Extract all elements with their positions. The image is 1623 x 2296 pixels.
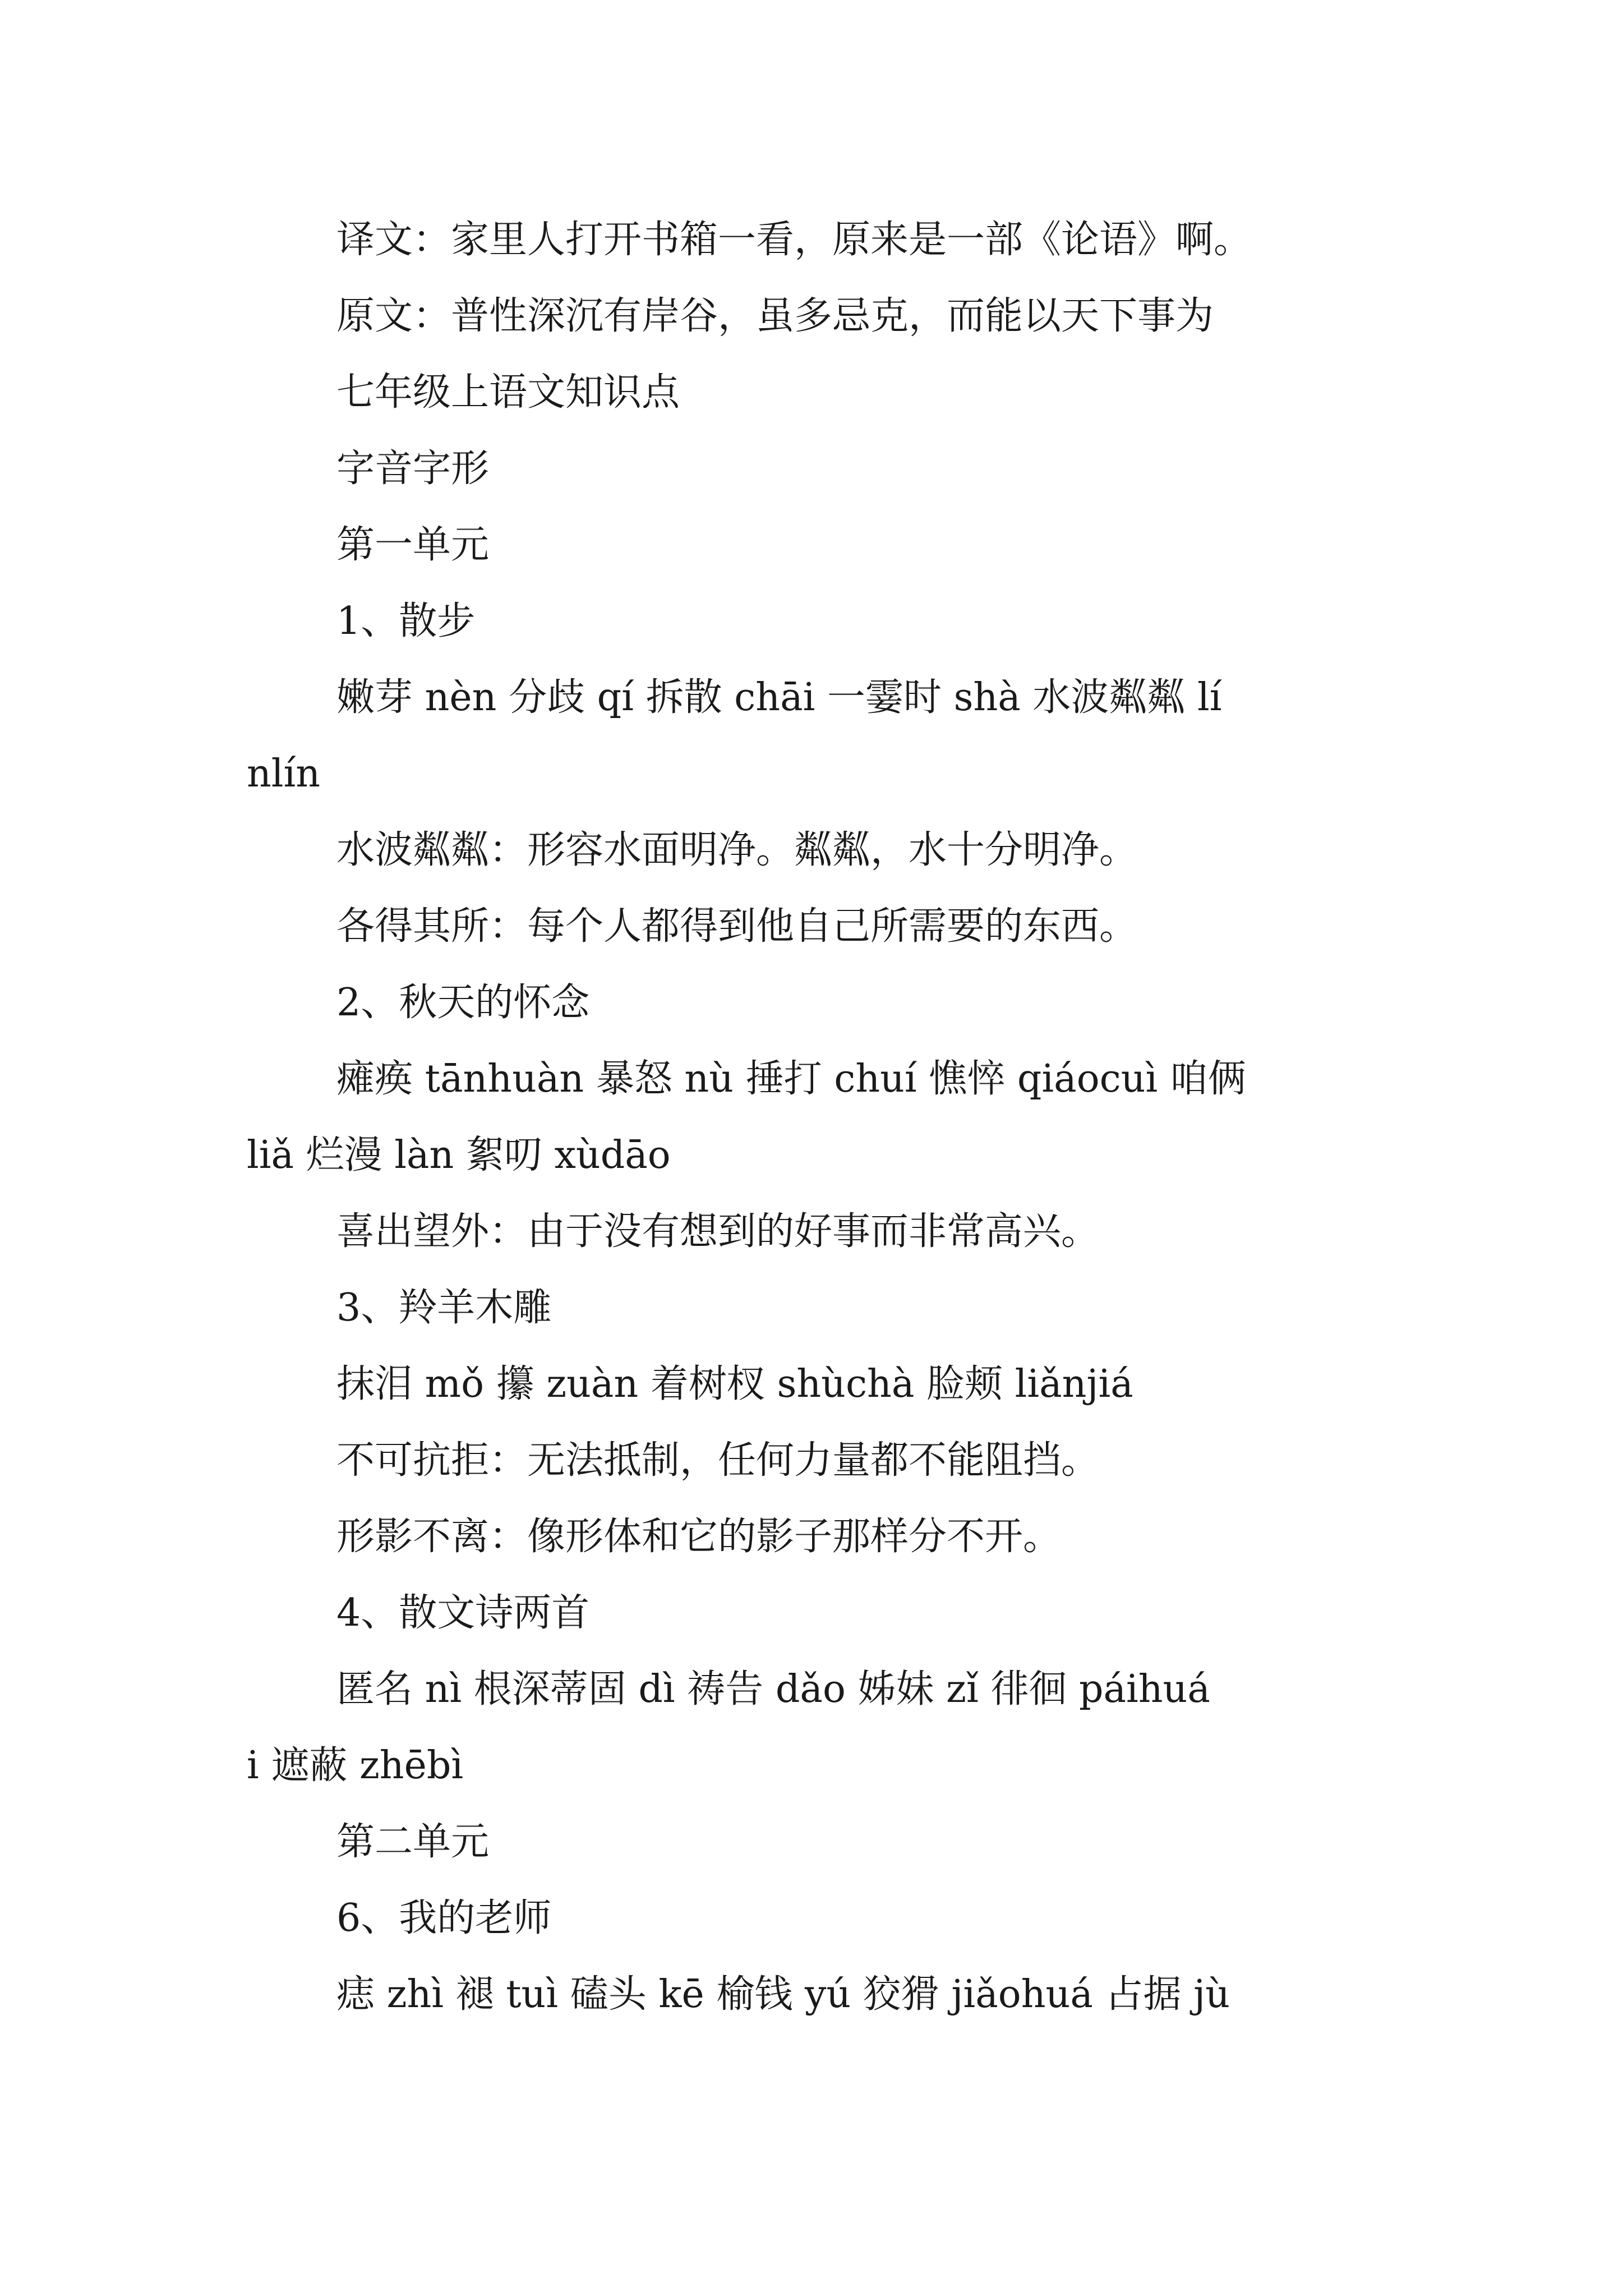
text-line: 2、秋天的怀念 bbox=[336, 981, 590, 1025]
text-line: 抹泪 mǒ 攥 zuàn 着树杈 shùchà 脸颊 liǎnjiá bbox=[336, 1362, 1133, 1406]
text-line: nlín bbox=[247, 752, 321, 796]
text-line: 七年级上语文知识点 bbox=[336, 370, 680, 415]
text-line: i 遮蔽 zhēbì bbox=[247, 1743, 464, 1788]
text-line: 第一单元 bbox=[336, 523, 490, 567]
text-line: 痣 zhì 褪 tuì 磕头 kē 榆钱 yú 狡猾 jiǎohuá 占据 jù bbox=[336, 1972, 1230, 2017]
text-line: 字音字形 bbox=[336, 447, 490, 491]
text-line: 匿名 nì 根深蒂固 dì 祷告 dǎo 姊妹 zǐ 徘徊 páihuá bbox=[336, 1667, 1210, 1711]
text-line: 3、羚羊木雕 bbox=[336, 1286, 552, 1330]
text-line: 原文：普性深沉有岸谷，虽多忌克，而能以天下事为 bbox=[336, 294, 1214, 338]
text-line: 嫩芽 nèn 分歧 qí 拆散 chāi 一霎时 shà 水波粼粼 lí bbox=[336, 675, 1222, 720]
text-line: 第二单元 bbox=[336, 1820, 490, 1864]
document-body bbox=[247, 202, 1424, 2033]
text-line: 不可抗拒：无法抵制，任何力量都不能阻挡。 bbox=[336, 1438, 1100, 1483]
text-line: 1、散步 bbox=[336, 599, 476, 643]
text-line: 4、散文诗两首 bbox=[336, 1591, 590, 1635]
text-line: 6、我的老师 bbox=[336, 1896, 552, 1940]
text-line: liǎ 烂漫 làn 絮叨 xùdāo bbox=[247, 1133, 671, 1177]
text-line: 瘫痪 tānhuàn 暴怒 nù 捶打 chuí 憔悴 qiáocuì 咱俩 bbox=[336, 1057, 1246, 1101]
text-line: 译文：家里人打开书箱一看，原来是一部《论语》啊。 bbox=[336, 218, 1252, 262]
text-line: 喜出望外：由于没有想到的好事而非常高兴。 bbox=[336, 1209, 1100, 1254]
text-line: 各得其所：每个人都得到他自己所需要的东西。 bbox=[336, 904, 1138, 949]
text-line: 水波粼粼：形容水面明净。粼粼，水十分明净。 bbox=[336, 828, 1138, 872]
text-line: 形影不离：像形体和它的影子那样分不开。 bbox=[336, 1515, 1062, 1559]
